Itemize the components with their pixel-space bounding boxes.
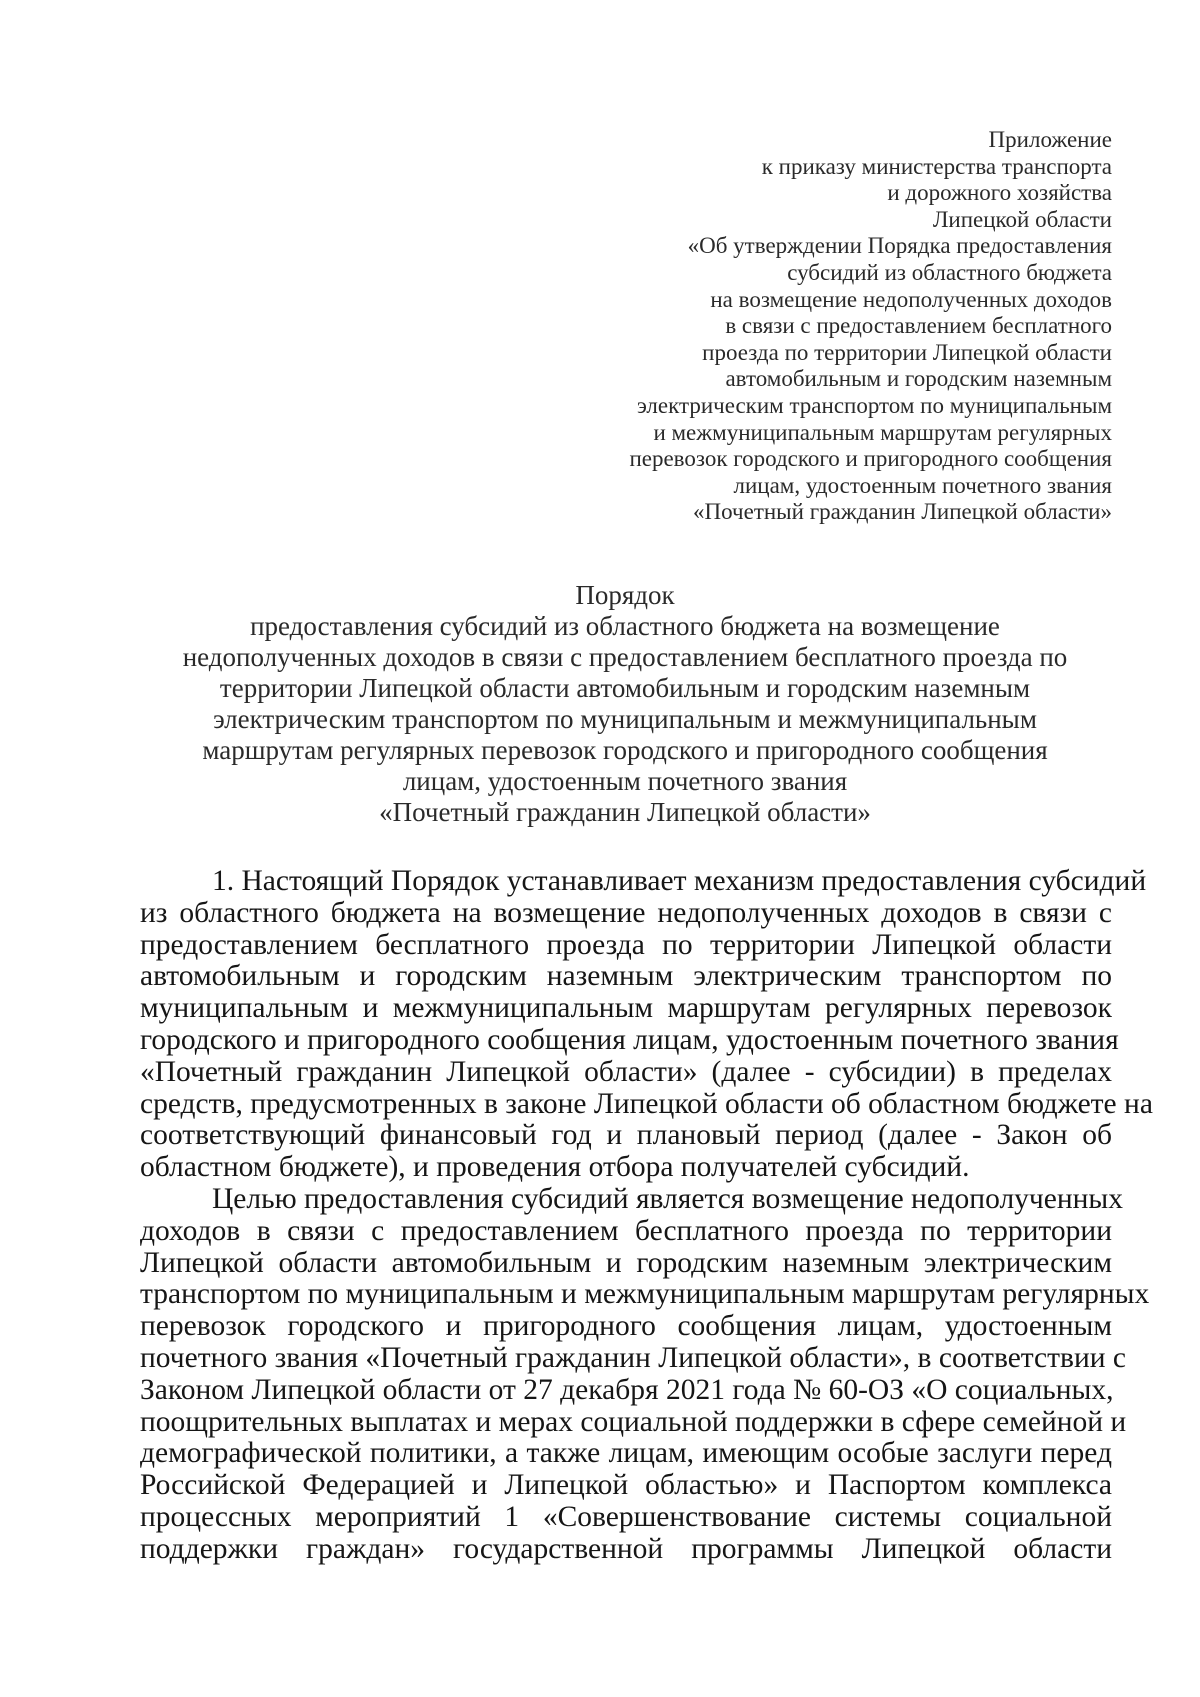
body-line: Российской Федерацией и Липецкой областью» и Паспортом комплекса	[140, 1469, 1112, 1502]
body-line: перевозок городского и пригородного сообщения лицам, удостоенным	[140, 1310, 1112, 1343]
title-line: территории Липецкой области автомобильным и городским наземным	[219, 673, 1031, 703]
title-line: «Почетный гражданин Липецкой области»	[379, 797, 871, 827]
title-line: недополученных доходов в связи с предоставлением бесплатного проезда по	[182, 642, 1068, 672]
appendix-line: и межмуниципальным маршрутам регулярных	[653, 419, 1112, 445]
appendix-line: автомобильным и городским наземным	[725, 366, 1112, 392]
body-line: «Почетный гражданин Липецкой области» (далее - субсидии) в пределах	[140, 1055, 1112, 1088]
body-line: Законом Липецкой области от 27 декабря 2021 года № 60-ОЗ «О социальных,	[140, 1373, 1114, 1406]
appendix-line: «Почетный гражданин Липецкой области»	[693, 499, 1112, 525]
body-line: из областного бюджета на возмещение недополученных доходов в связи с	[140, 896, 1112, 929]
body-line: соответствующий финансовый год и плановый период (далее - Закон об	[140, 1119, 1112, 1152]
appendix-line: проезда по территории Липецкой области	[702, 339, 1112, 365]
body-line: муниципальным и межмуниципальным маршрутам регулярных перевозок	[140, 992, 1112, 1025]
body-line: поощрительных выплатах и мерах социальной поддержки в сфере семейной и	[140, 1405, 1127, 1438]
body-line: средств, предусмотренных в законе Липецкой области об областном бюджете на	[140, 1087, 1153, 1120]
appendix-line: на возмещение недополученных доходов	[710, 286, 1112, 312]
appendix-line: к приказу министерства транспорта	[761, 153, 1112, 179]
body-line: демографической политики, а также лицам, имеющим особые заслуги перед	[140, 1437, 1112, 1470]
title-line: лицам, удостоенным почетного звания	[402, 766, 848, 796]
body-line: поддержки граждан» государственной программы Липецкой области	[140, 1532, 1112, 1565]
paragraph-2	[140, 1182, 1150, 1566]
appendix-header	[552, 127, 1112, 526]
appendix-line: перевозок городского и пригородного сообщения	[629, 446, 1112, 472]
appendix-line: и дорожного хозяйства	[887, 180, 1112, 206]
appendix-line: «Об утверждении Порядка предоставления	[687, 233, 1112, 259]
appendix-line: лицам, удостоенным почетного звания	[733, 472, 1112, 498]
appendix-line: субсидий из областного бюджета	[787, 259, 1112, 285]
appendix-line: Приложение	[988, 127, 1112, 152]
body-line: Липецкой области автомобильным и городским наземным электрическим	[140, 1246, 1112, 1279]
appendix-line: Липецкой области	[932, 206, 1112, 232]
body-line: почетного звания «Почетный гражданин Липецкой области», в соответствии с	[140, 1341, 1127, 1374]
title-line: электрическим транспортом по муниципальным и межмуниципальным	[213, 704, 1037, 734]
document-body	[140, 865, 1153, 1566]
body-line: доходов в связи с предоставлением бесплатного проезда по территории	[140, 1214, 1112, 1247]
body-line: городского и пригородного сообщения лицам, удостоенным почетного звания	[140, 1023, 1119, 1056]
title-line: предоставления субсидий из областного бюджета на возмещение	[250, 611, 1000, 641]
body-line: транспортом по муниципальным и межмуниципальным маршрутам регулярных	[140, 1278, 1150, 1311]
body-line: областном бюджете), и проведения отбора получателей субсидий.	[140, 1151, 970, 1184]
title-line: маршрутам регулярных перевозок городского и пригородного сообщения	[202, 735, 1048, 765]
appendix-line: электрическим транспортом по муниципальным	[636, 392, 1112, 418]
document-title	[90, 580, 1160, 828]
body-line: предоставлением бесплатного проезда по территории Липецкой области	[140, 928, 1112, 961]
title-heading: Порядок	[575, 580, 675, 610]
body-line: процессных мероприятий 1 «Совершенствование системы социальной	[140, 1500, 1112, 1533]
body-line: 1. Настоящий Порядок устанавливает механизм предоставления субсидий	[212, 865, 1147, 897]
paragraph-1	[140, 865, 1153, 1184]
body-line: Целью предоставления субсидий является возмещение недополученных	[212, 1182, 1123, 1215]
body-line: автомобильным и городским наземным электрическим транспортом по	[140, 960, 1112, 993]
appendix-line: в связи с предоставлением бесплатного	[725, 313, 1112, 339]
